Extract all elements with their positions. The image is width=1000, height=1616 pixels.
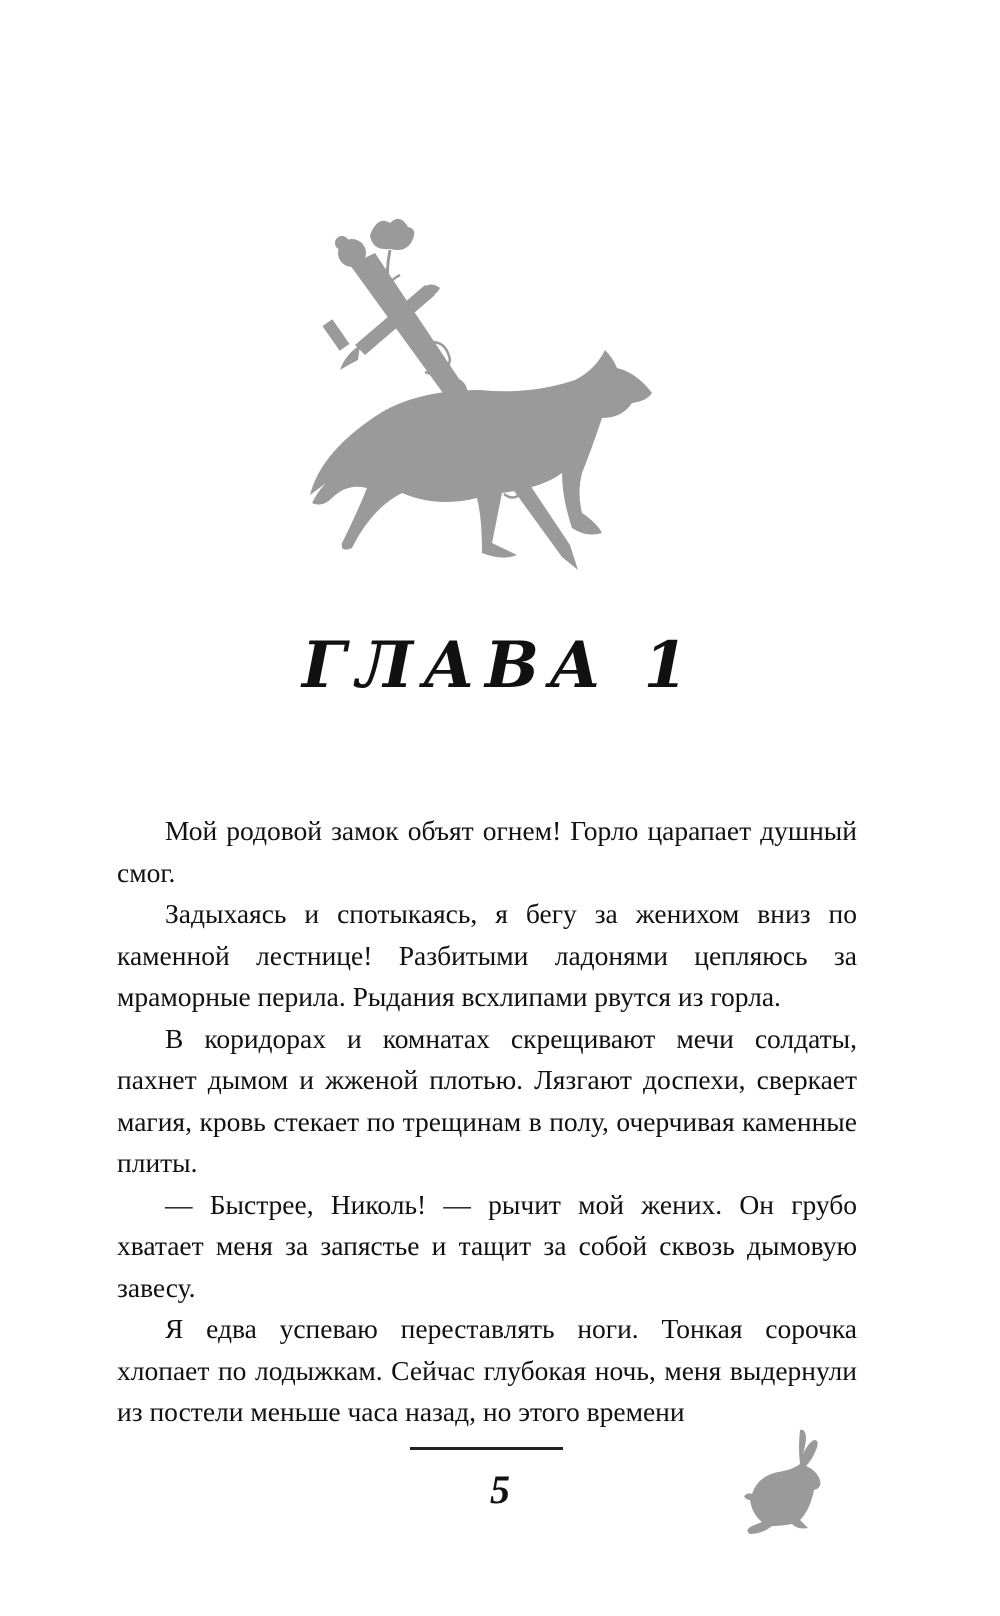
wolf-and-sword-icon [270, 195, 690, 605]
footer-divider [410, 1447, 563, 1450]
paragraph: Мой родовой замок объят огнем! Горло царапает душный смог. [117, 815, 857, 888]
paragraph: Я едва успеваю переставлять ноги. Тонкая сорочка хлопает по лодыжкам. Сейчас глубокая ночь, меня выдернули из постели меньше часа назад, но этого времени [117, 1313, 857, 1427]
paragraph: — Быстрее, Николь! — рычит мой жених. Он грубо хватает меня за запястье и тащит за собой сквозь дымовую завесу. [117, 1188, 857, 1303]
page-number: 5 [490, 1467, 510, 1512]
paragraph: Задыхаясь и спотыкаясь, я бегу за женихом вниз по каменной лестнице! Разбитыми ладонями цепляюсь за мраморные перила. Рыдания всхлипами рвутся из горла. [117, 898, 857, 1012]
chapter-title: ГЛАВА 1 [302, 628, 698, 703]
chapter-body [117, 810, 857, 1433]
paragraph: В коридорах и комнатах скрещивают мечи солдаты, пахнет дымом и жженой плотью. Лязгают доспехи, сверкает магия, кровь стекает по трещинам в полу, очерчивая каменные плиты. [117, 1022, 857, 1178]
hare-icon [738, 1428, 848, 1538]
